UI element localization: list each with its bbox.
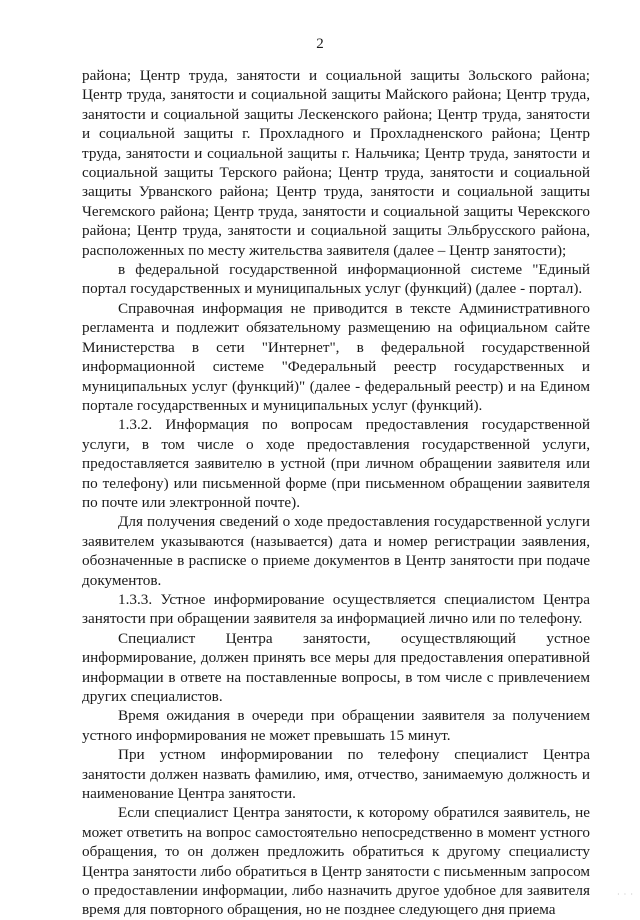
paragraph-redirect: Если специалист Центра занятости, к которому обратился заявитель, не может ответить на вопрос самостоятельно непосредственно в момент устного обращения, то он должен предложить обратиться к другому специалисту Центра занятости либо обратиться в Центр занятости с письменным запросом о предоставлении информации, либо назначить другое удобное для заявителя время для повторного обращения, но не позднее следующего дня приема — [82, 804, 590, 919]
paragraph-specialist-duties: Специалист Центра занятости, осуществляющий устное информирование, должен принять все меры для предоставления оперативной информации в ответе на поставленные вопросы, в том числе с привлечением других специалистов. — [82, 629, 590, 705]
paragraph-1-3-2: 1.3.2. Информация по вопросам предоставления государственной услуги, в том числе о ходе предоставления государственной услуги, предоставляется заявителю в устной (при личном обращении заявителя или по телефону) или письменной форме (при письменном обращении заявителя по почте или электронной почте). — [82, 416, 590, 511]
paragraph-portal: в федеральной государственной информационной системе "Единый портал государственных и муниципальных услуг (функций) (далее - портал). — [82, 261, 590, 298]
paragraph-continuation: района; Центр труда, занятости и социальной защиты Зольского района; Центр труда, занятости и социальной защиты Майского района; Центр труда, занятости и социальной защиты Лескенского района; Центр труда, занятости и социальной защиты г. Прохладного и Прохладненского района; Центр труда, занятости и социальной защиты г. Нальчика; Центр труда, занятости и социальной защиты Терского района; Центр труда, занятости и социальной защиты Урванского района; Центр труда, занятости и социальной защиты Чегемского района; Центр труда, занятости и социальной защиты Черекского района; Центр труда, занятости и социальной защиты Эльбрусского района, расположенных по месту жительства заявителя (далее – Центр занятости); — [82, 67, 590, 259]
paragraph-waiting-time: Время ожидания в очереди при обращении заявителя за получением устного информирования не может превышать 15 минут. — [82, 707, 590, 744]
scan-corner-mark: · · · — [617, 890, 634, 899]
paragraph-1-3-3: 1.3.3. Устное информирование осуществляется специалистом Центра занятости при обращении заявителя за информацией лично или по телефону. — [82, 590, 590, 628]
paragraph-reference-info: Справочная информация не приводится в тексте Административного регламента и подлежит обязательному размещению на официальном сайте Министерства в сети "Интернет", в федеральной государственной информационной системе "Федеральный реестр государственных и муниципальных услуг (функций)" (далее - федеральный реестр) и на Едином портале государственных и муниципальных услуг (функций). — [82, 299, 590, 414]
document-body — [82, 66, 590, 920]
paragraph-phone-info: При устном информировании по телефону специалист Центра занятости должен назвать фамилию, имя, отчество, занимаемую должность и наименование Центра занятости. — [82, 746, 590, 803]
paragraph-status-info: Для получения сведений о ходе предоставления государственной услуги заявителем указываются (называется) дата и номер регистрации заявления, обозначенные в расписке о приеме документов в Центр занятости при подаче документов. — [82, 513, 590, 589]
page-number: 2 — [316, 36, 324, 52]
